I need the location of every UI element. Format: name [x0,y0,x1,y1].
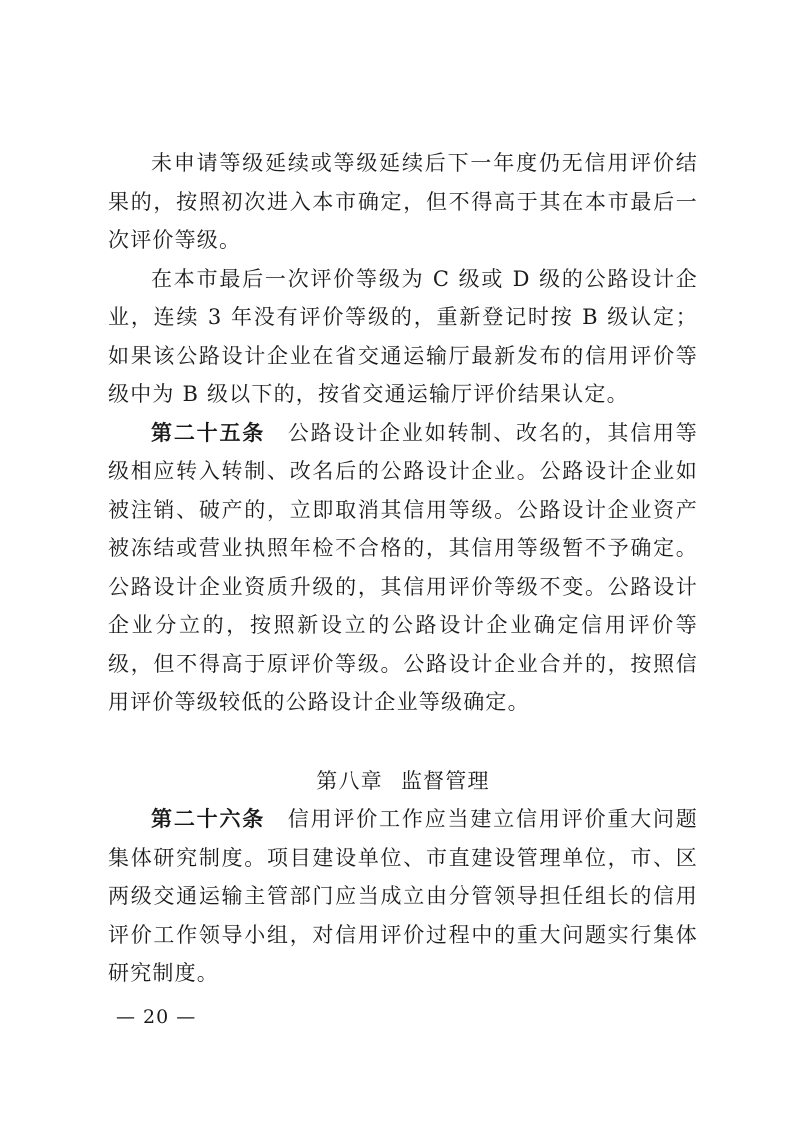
paragraph-grade-extension [108,144,698,260]
article-26 [108,800,698,993]
article-text: 信用评价工作应当建立信用评价重大问题集体研究制度。项目建设单位、市直建设管理单位，市、区两级交通运输主管部门应当成立由分管领导担任组长的信用评价工作领导小组，对信用评价过程中的重大问题实行集体研究制度。 [108,807,699,985]
article-number: 第二十五条 [151,420,266,445]
article-number: 第二十六条 [151,807,266,831]
chapter-title: 监督管理 [400,768,490,793]
article-text: 公路设计企业如转制、改名的，其信用等级相应转入转制、改名后的公路设计企业。公路设计企业如被注销、破产的，立即取消其信用等级。公路设计企业资产被冻结或营业执照年检不合格的，其信用等级暂不予确定。公路设计企业资质升级的，其信用评价等级不变。公路设计企业分立的，按照新设立的公路设计企业确定信用评价等级，但不得高于原评价等级。公路设计企业合并的，按照信用评价等级较低的公路设计企业等级确定。 [108,420,699,714]
paragraph-last-grade-c-d [108,260,698,414]
paragraph-text: 在本市最后一次评价等级为 C 级或 D 级的公路设计企业，连续 3 年没有评价等级的，重新登记时按 B 级认定；如果该公路设计企业在省交通运输厅最新发布的信用评价等级中为 B 级以下的，按省交通运输厅评价结果认定。 [108,266,698,406]
chapter-heading [108,762,698,801]
chapter-number: 第八章 [316,768,383,793]
page-number: — 20 — [116,1006,197,1028]
page-content [108,144,698,993]
paragraph-text: 未申请等级延续或等级延续后下一年度仍无信用评价结果的，按照初次进入本市确定，但不得高于其在本市最后一次评价等级。 [108,151,698,252]
article-25 [108,414,698,722]
